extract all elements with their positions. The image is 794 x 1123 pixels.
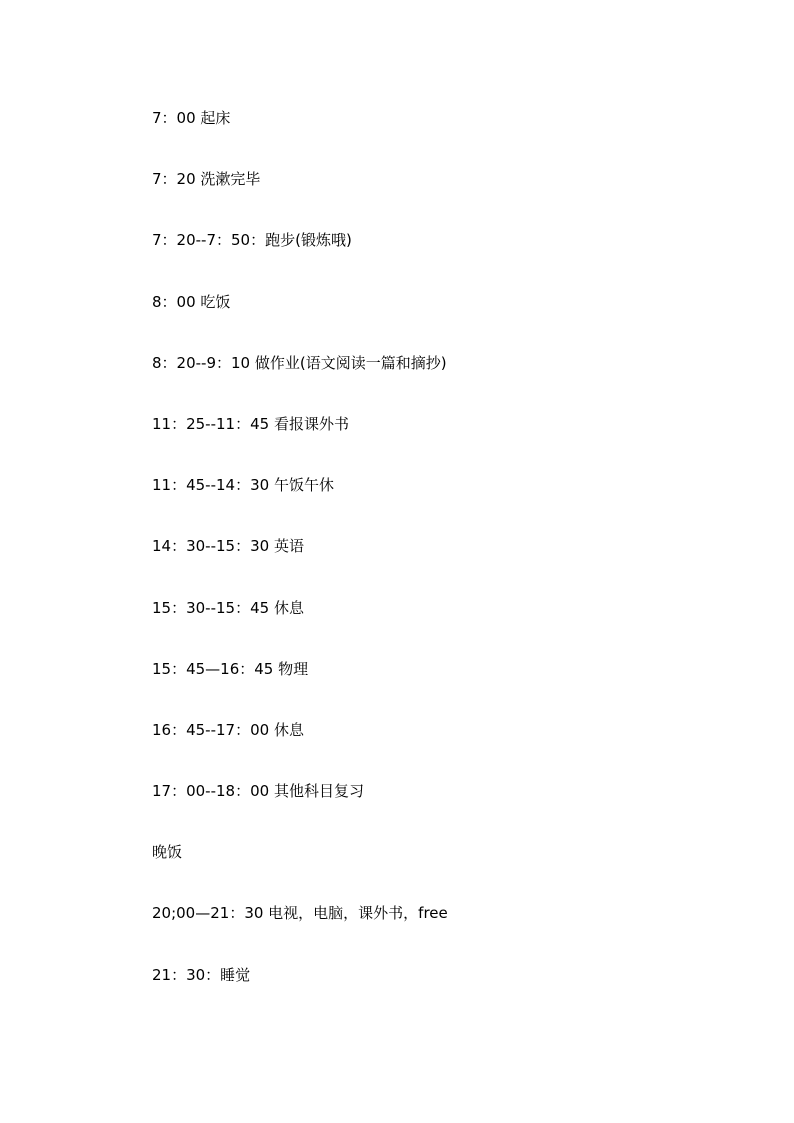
schedule-line: 晚饭 <box>152 843 183 862</box>
schedule-line: 8：00 吃饭 <box>152 292 231 311</box>
schedule-line: 7：00 起床 <box>152 109 231 127</box>
schedule-line: 7：20 洗漱完毕 <box>152 170 261 189</box>
schedule-line: 15：30--15：45 休息 <box>152 598 304 617</box>
schedule-line: 20;00—21：30 电视，电脑，课外书，free <box>152 904 448 923</box>
schedule-line: 7：20--7：50：跑步(锻炼哦) <box>152 231 352 250</box>
schedule-line: 14：30--15：30 英语 <box>152 537 304 556</box>
schedule-line: 15：45—16：45 物理 <box>152 659 309 678</box>
schedule-line: 17：00--18：00 其他科目复习 <box>152 782 364 801</box>
schedule-line: 8：20--9：10 做作业(语文阅读一篇和摘抄) <box>152 353 447 372</box>
schedule-line: 21：30：睡觉 <box>152 965 251 984</box>
schedule-line: 16：45--17：00 休息 <box>152 720 304 739</box>
schedule-line: 11：45--14：30 午饭午休 <box>152 476 334 495</box>
schedule-line: 11：25--11：45 看报课外书 <box>152 414 349 433</box>
schedule-list <box>152 106 448 1024</box>
